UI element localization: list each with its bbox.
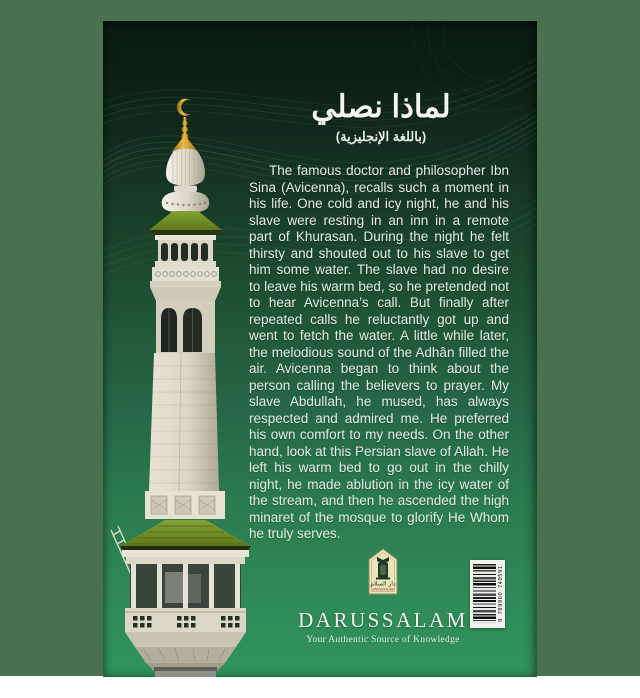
back-cover-blurb: The famous doctor and philosopher Ibn Sina (Avicenna), recalls such a moment in his life. One cold and icy night, he and his slave were resting in an inn in a remote part of Khurasan. During the night he felt thirsty and shouted out to his slave to get him some water. The slave had no desire to leave his warm bed, so he pretended not to hear Avicenna’s call. But finally after repeated calls he reluctantly got up and went to fetch the water. A little while later, the melodious sound of the Adhân filled the air. Avicenna began to think about the person calling the believers to prayer. My slave Abdullah, he mused, has always respected and admired me. He preferred his own comfort to my needs. On the other hand, look at this Persian slave of Allah. He left his warm bed to go out in the chilly night, he made ablution in the icy water of the stream, and then he ascended the high minaret of the mosque to glorify He Whom he truly serves. (249, 163, 509, 541)
barcode-number: 9 789960 740591 (498, 565, 504, 623)
isbn-barcode (470, 560, 505, 628)
minaret-shaft (145, 353, 225, 519)
book-back-cover (103, 21, 537, 677)
book-title-arabic: لماذا نصلي (311, 89, 451, 124)
darussalam-logo-icon (368, 548, 398, 595)
barcode-bars (473, 564, 496, 624)
language-note-arabic: (باللغة الإنجليزية) (335, 128, 427, 144)
upper-balcony (149, 211, 222, 301)
logo-caption-text: DARUSSALAM (372, 587, 394, 592)
publisher-tagline: Your Authentic Source of Knowledge (306, 635, 460, 645)
minaret-windows (156, 301, 215, 353)
minaret-dome (162, 149, 209, 213)
publisher-wordmark: DARUSSALAM (298, 608, 468, 632)
lower-balcony (120, 520, 251, 677)
logo-arabic-text: دار السلام (370, 580, 396, 588)
title-block (253, 89, 509, 145)
